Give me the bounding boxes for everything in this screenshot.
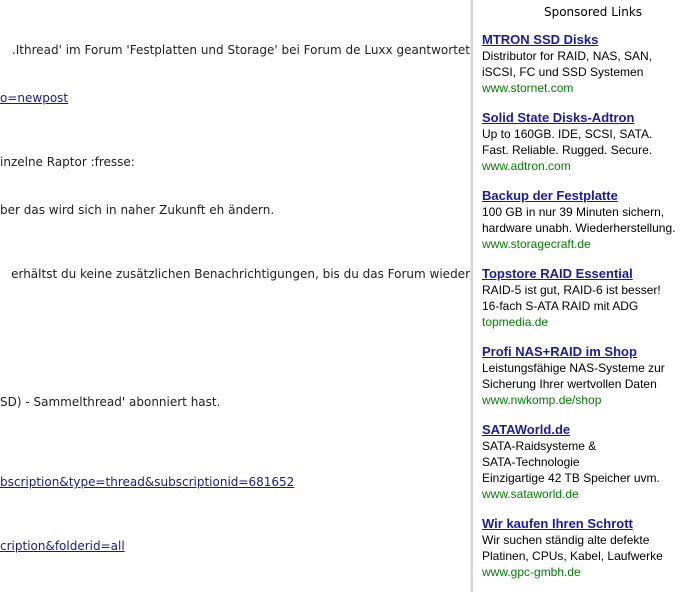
email-link-line[interactable] (0, 539, 125, 553)
email-text-line (11, 267, 470, 281)
newpost-link[interactable]: o=newpost (0, 91, 69, 105)
email-text: inzelne Raptor :fresse: (0, 155, 135, 169)
ad-item (482, 422, 691, 502)
ad-description: Leistungsfähige NAS-Systeme zur (482, 361, 665, 375)
unsubscribe-thread-link[interactable]: bscription&type=thread&subscriptionid=681652 (0, 475, 295, 489)
ad-url[interactable]: www.gpc-gmbh.de (482, 565, 581, 579)
ad-item (482, 110, 691, 174)
ad-description: Wir suchen ständig alte defekte (482, 533, 650, 547)
ad-title-link[interactable]: Profi NAS+RAID im Shop (482, 344, 637, 359)
ad-description: Fast. Reliable. Rugged. Secure. (482, 143, 653, 157)
ad-description: SATA-Raidsysteme & (482, 439, 597, 453)
ad-title-link[interactable]: MTRON SSD Disks (482, 32, 599, 47)
ad-description: Platinen, CPUs, Kabel, Laufwerke (482, 549, 663, 563)
ad-item (482, 516, 691, 580)
email-text: Ithread' im Forum 'Festplatten und Storage' bei Forum de Luxx geantwortet. (11, 43, 470, 57)
ad-description: Sicherung Ihrer wertvollen Daten (482, 377, 657, 391)
email-text: erhältst du keine zusätzlichen Benachrichtigungen, bis du das Forum wieder (11, 267, 470, 281)
email-text-line (0, 203, 274, 217)
subscriptions-folder-link[interactable]: cription&folderid=all (0, 539, 125, 553)
ad-description: 100 GB in nur 39 Minuten sichern, (482, 205, 665, 219)
ad-item (482, 32, 691, 96)
ad-description: Distributor for RAID, NAS, SAN, (482, 49, 653, 63)
sponsored-links-heading: Sponsored Links (543, 5, 643, 19)
ad-description: RAID-5 ist gut, RAID-6 ist besser! (482, 283, 661, 297)
ad-url[interactable]: topmedia.de (482, 315, 549, 329)
email-text: SD) - Sammelthread' abonniert hast. (0, 395, 221, 409)
email-text: ber das wird sich in naher Zukunft eh ändern. (0, 203, 275, 217)
ad-item (482, 266, 691, 330)
ad-description: iSCSI, FC und SSD Systemen (482, 65, 644, 79)
email-link-line[interactable] (0, 475, 294, 489)
ad-url[interactable]: www.stornet.com (482, 81, 574, 95)
ad-item (482, 188, 691, 252)
ad-url[interactable]: www.storagecraft.de (482, 237, 591, 251)
email-text-line (0, 395, 220, 409)
ad-title-link[interactable]: SATAWorld.de (482, 422, 571, 437)
ad-description: SATA-Technologie (482, 455, 580, 469)
ad-description: hardware unabh. Wiederherstellung. (482, 221, 676, 235)
ad-description: 16-fach S-ATA RAID mit ADG (482, 299, 639, 313)
ad-description: Einzigartige 42 TB Speicher uvm. (482, 471, 660, 485)
ad-description: Up to 160GB. IDE, SCSI, SATA. (482, 127, 653, 141)
ad-title-link[interactable]: Backup der Festplatte (482, 188, 618, 203)
ad-title-link[interactable]: Solid State Disks-Adtron (482, 110, 635, 125)
email-text-line (0, 155, 135, 169)
ad-title-link[interactable]: Topstore RAID Essential (482, 266, 633, 281)
email-link-line[interactable] (0, 91, 68, 105)
ad-url[interactable]: www.adtron.com (482, 159, 571, 173)
ad-title-link[interactable]: Wir kaufen Ihren Schrott (482, 516, 633, 531)
ad-url[interactable]: www.nwkomp.de/shop (482, 393, 602, 407)
sponsored-links-panel (473, 0, 691, 592)
email-text-line (12, 43, 470, 57)
ad-item (482, 344, 691, 408)
ad-url[interactable]: www.sataworld.de (482, 487, 579, 501)
